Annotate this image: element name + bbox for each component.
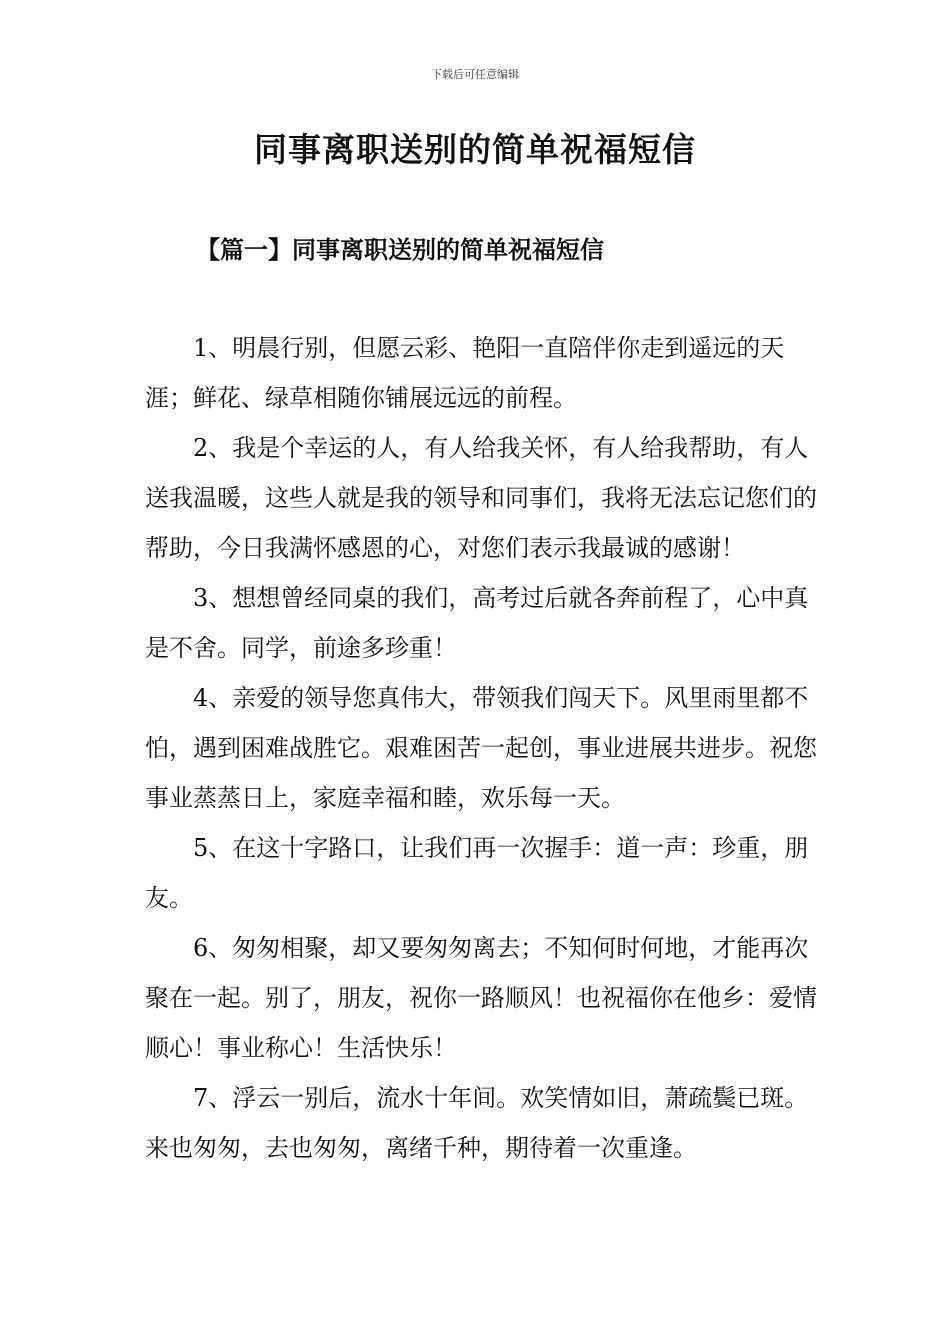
document-title: 同事离职送别的简单祝福短信 — [254, 130, 696, 169]
paragraph-7: 7、浮云一别后，流水十年间。欢笑情如旧，萧疏鬓已斑。来也匆匆，去也匆匆，离绪千种，期待着一次重逢。 — [145, 1084, 809, 1162]
header-note: 下载后可任意编辑 — [431, 68, 519, 81]
paragraph-1: 1、明晨行别，但愿云彩、艳阳一直陪伴你走到遥远的天涯；鲜花、绿草相随你铺展远远的前程。 — [145, 334, 785, 412]
section-heading: 【篇一】同事离职送别的简单祝福短信 — [196, 235, 604, 264]
document-body — [145, 323, 825, 1173]
paragraph-5: 5、在这十字路口，让我们再一次握手：道一声：珍重，朋友。 — [145, 834, 809, 912]
paragraph-3: 3、想想曾经同桌的我们，高考过后就各奔前程了，心中真是不舍。同学，前途多珍重！ — [145, 584, 809, 662]
paragraph-2: 2、我是个幸运的人，有人给我关怀，有人给我帮助，有人送我温暖，这些人就是我的领导和同事们，我将无法忘记您们的帮助，今日我满怀感恩的心，对您们表示我最诚的感谢！ — [145, 434, 817, 562]
paragraph-6: 6、匆匆相聚，却又要匆匆离去；不知何时何地，才能再次聚在一起。别了，朋友，祝你一路顺风！也祝福你在他乡：爱情顺心！事业称心！生活快乐！ — [145, 934, 817, 1062]
paragraph-4: 4、亲爱的领导您真伟大，带领我们闯天下。风里雨里都不怕，遇到困难战胜它。艰难困苦一起创，事业进展共进步。祝您事业蒸蒸日上，家庭幸福和睦，欢乐每一天。 — [145, 684, 817, 812]
